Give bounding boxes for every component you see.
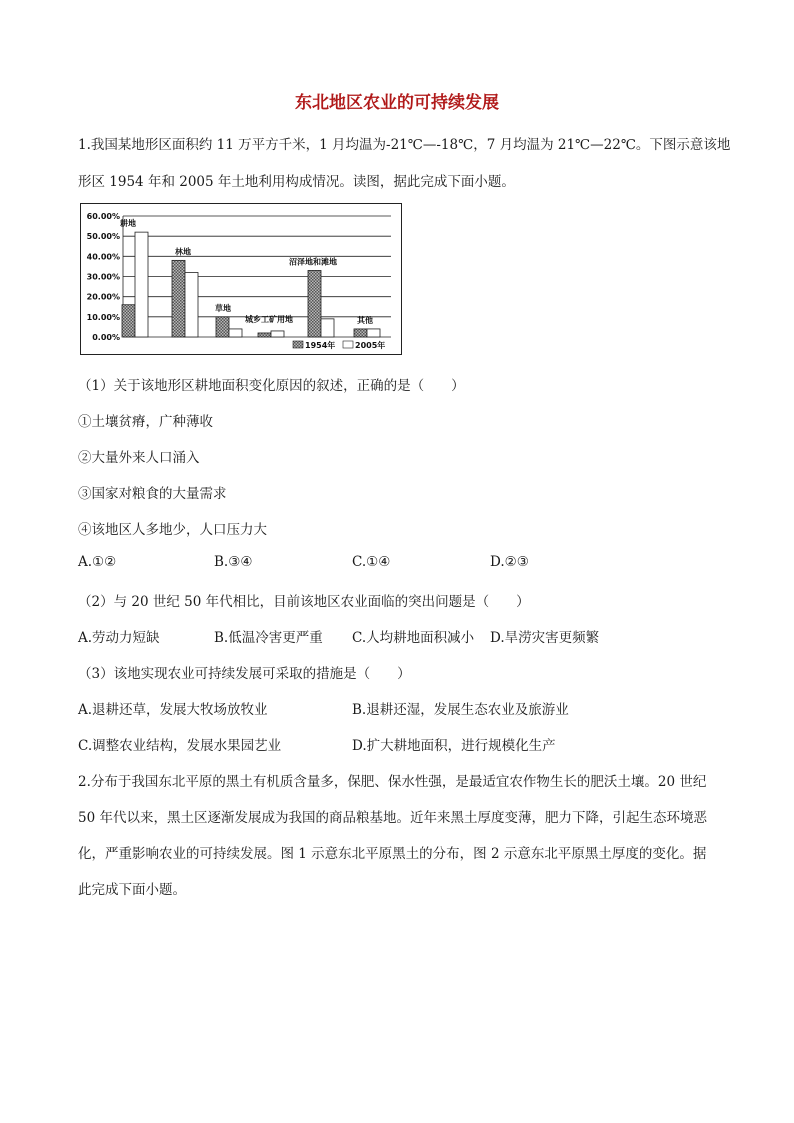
q1-sub2-stem: （2）与 20 世纪 50 年代相比，目前该地区农业面临的突出问题是（ ） [78, 594, 530, 610]
q1-sub2-option-a[interactable]: A.劳动力短缺 [78, 630, 160, 646]
q1-sub1-item-3: ③国家对粮食的大量需求 [78, 486, 227, 502]
category-label: 沼泽地和滩地 [289, 257, 337, 267]
q1-sub1-item-2: ②大量外来人口涌入 [78, 450, 200, 466]
q1-sub1-item-1: ①土壤贫瘠，广种薄收 [78, 414, 213, 430]
y-tick-label: 60.00% [86, 212, 120, 221]
category-label: 林地 [175, 247, 191, 257]
category-label: 草地 [215, 303, 231, 313]
q1-sub2-option-b[interactable]: B.低温冷害更严重 [214, 630, 323, 646]
q2-line-1: 2.分布于我国东北平原的黑土有机质含量多，保肥、保水性强，是最适宜农作物生长的肥沃土壤。20 世纪 [78, 774, 707, 790]
y-tick-label: 40.00% [86, 252, 120, 262]
bar-2005-2 [229, 329, 242, 337]
legend-label-2005: 2005年 [355, 341, 386, 350]
q2-line-4: 此完成下面小题。 [78, 882, 186, 898]
q1-intro-line1: 1.我国某地形区面积约 11 万平方千米，1 月均温为-21℃—-18℃，7 月均温为 21℃—22℃。下图示意该地 [78, 137, 731, 153]
bar-2005-5 [367, 329, 380, 337]
legend-swatch-2005 [343, 341, 353, 348]
bar-2005-0 [135, 232, 148, 337]
bar-1954-1 [172, 260, 185, 337]
q1-sub3-option-d[interactable]: D.扩大耕地面积，进行规模化生产 [352, 738, 556, 754]
q1-sub3-option-a[interactable]: A.退耕还草，发展大牧场放牧业 [78, 702, 268, 718]
page-title: 东北地区农业的可持续发展 [295, 93, 499, 113]
category-label: 其他 [357, 315, 373, 325]
bar-1954-5 [354, 329, 367, 337]
y-tick-label: 30.00% [86, 272, 120, 282]
q1-sub1-option-d[interactable]: D.②③ [490, 554, 529, 570]
q1-sub1-option-b[interactable]: B.③④ [214, 554, 253, 570]
q1-sub2-option-d[interactable]: D.旱涝灾害更频繁 [490, 630, 600, 646]
y-tick-label: 10.00% [86, 312, 120, 322]
q2-line-3: 化，严重影响农业的可持续发展。图 1 示意东北平原黑土的分布，图 2 示意东北平原黑土厚度的变化。据 [78, 846, 707, 862]
bar-1954-4 [308, 270, 321, 337]
q1-sub1-option-a[interactable]: A.①② [78, 554, 117, 570]
y-tick-label: 20.00% [86, 292, 120, 302]
bar-2005-3 [271, 331, 284, 337]
q1-sub3-option-c[interactable]: C.调整农业结构，发展水果园艺业 [78, 738, 282, 754]
q1-sub2-option-c[interactable]: C.人均耕地面积减小 [352, 630, 475, 646]
q1-sub3-stem: （3）该地实现农业可持续发展可采取的措施是（ ） [78, 666, 411, 682]
bar-1954-0 [122, 305, 135, 337]
bar-1954-2 [216, 317, 229, 337]
legend-swatch-1954 [293, 341, 303, 348]
y-tick-label: 0.00% [92, 333, 120, 342]
q1-sub1-stem: （1）关于该地形区耕地面积变化原因的叙述，正确的是（ ） [78, 378, 465, 394]
land-use-chart [80, 203, 402, 355]
bar-2005-1 [185, 272, 198, 337]
q1-sub1-item-4: ④该地区人多地少，人口压力大 [78, 522, 267, 538]
q1-sub3-option-b[interactable]: B.退耕还湿，发展生态农业及旅游业 [352, 702, 569, 718]
q2-line-2: 50 年代以来，黑土区逐渐发展成为我国的商品粮基地。近年来黑土厚度变薄，肥力下降，引起生态环境恶 [78, 810, 707, 826]
category-label: 城乡工矿用地 [245, 314, 293, 324]
legend-label-1954: 1954年 [305, 341, 336, 350]
bar-1954-3 [258, 333, 271, 337]
q1-intro-line2: 形区 1954 年和 2005 年土地利用构成情况。读图，据此完成下面小题。 [78, 174, 515, 190]
category-label: 耕地 [120, 219, 136, 229]
y-tick-label: 50.00% [86, 232, 120, 242]
land-use-chart-svg [81, 204, 400, 353]
bar-2005-4 [321, 319, 334, 337]
q1-sub1-option-c[interactable]: C.①④ [352, 554, 391, 570]
